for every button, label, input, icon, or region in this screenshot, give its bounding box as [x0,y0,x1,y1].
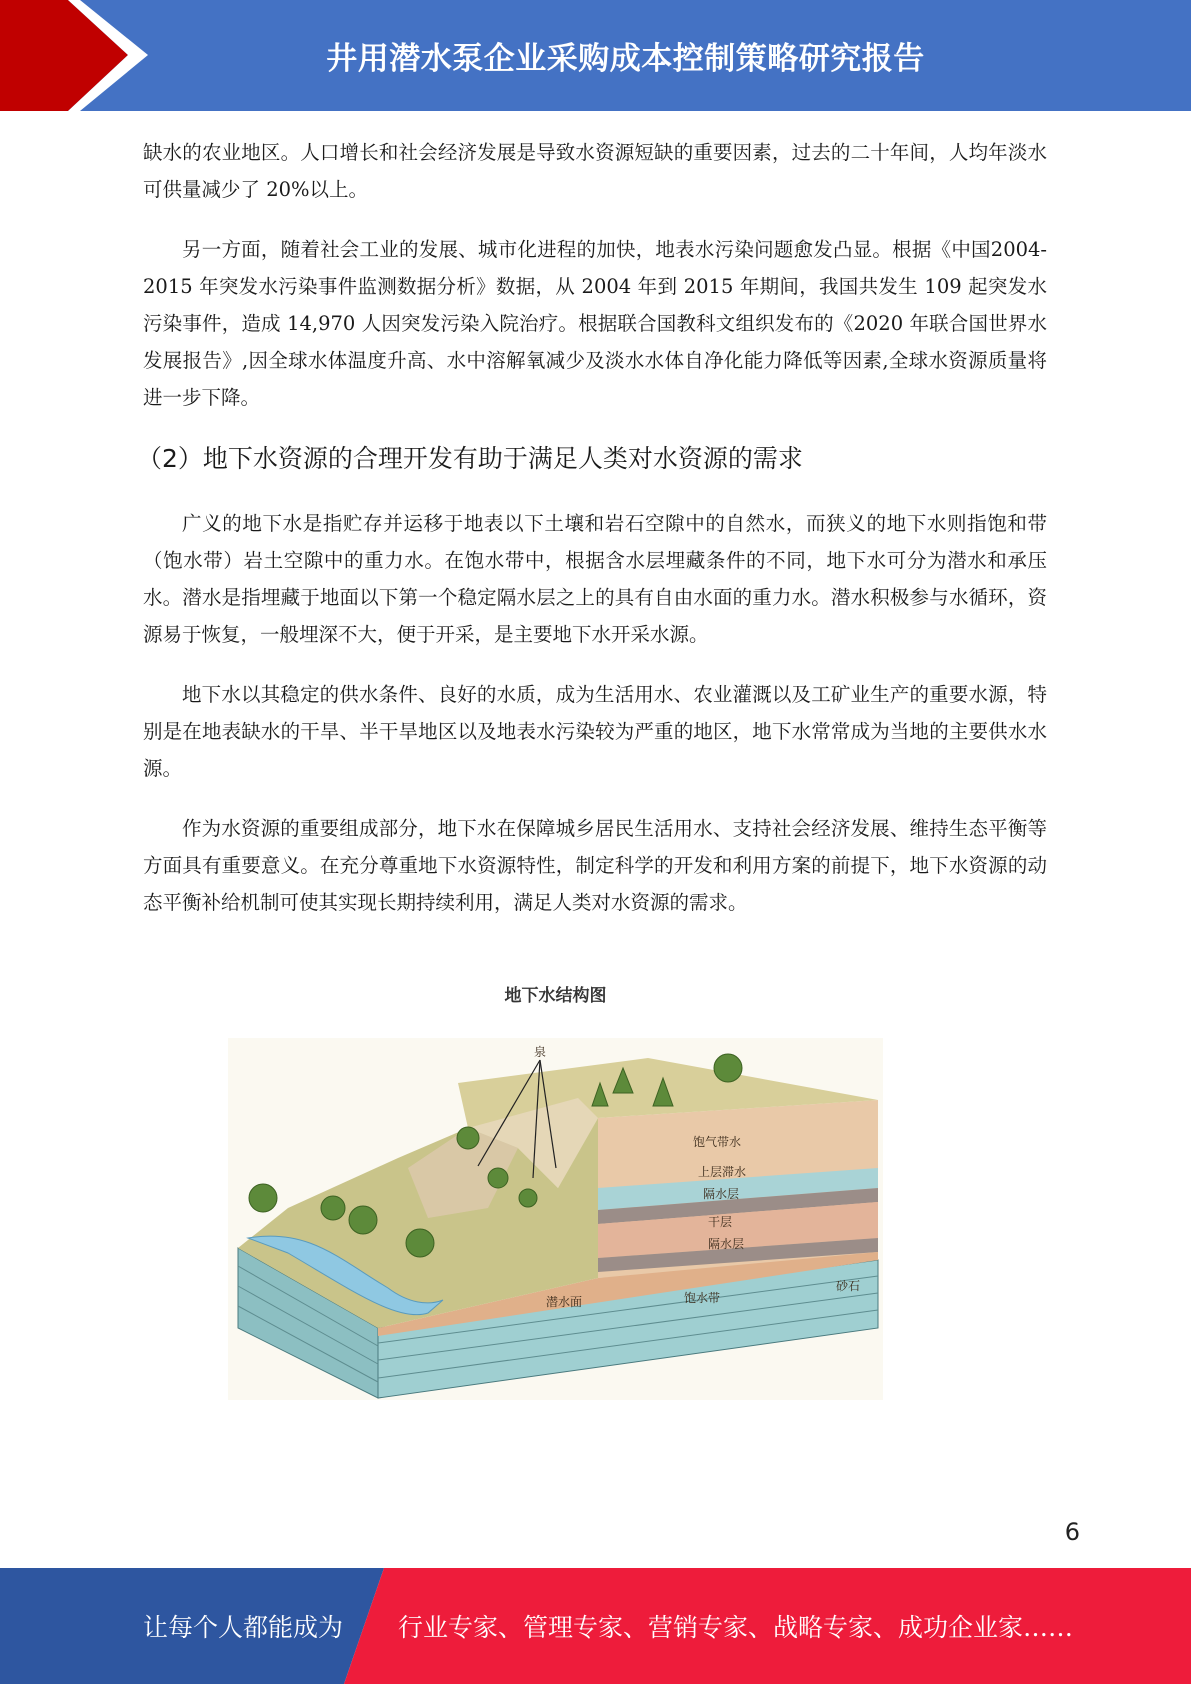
label-aeration-zone: 饱气带水 [693,1135,742,1149]
paragraph-3: 广义的地下水是指贮存并运移于地表以下土壤和岩石空隙中的自然水，而狭义的地下水则指饱和带（饱水带）岩土空隙中的重力水。在饱水带中，根据含水层埋藏条件的不同，地下水可分为潜水和承压水。潜水是指埋藏于地面以下第一个稳定隔水层之上的具有自由水面的重力水。潜水积极参与水循环，资源易于恢复，一般埋深不大，便于开采，是主要地下水开采水源。 [143,512,1047,646]
label-upper-water: 上层滞水 [698,1165,747,1179]
header-chevron-icon [0,0,160,111]
main-content [137,134,1047,944]
label-spring: 泉 [534,1045,547,1059]
label-water-table: 潜水面 [546,1295,583,1309]
label-aquitard-1: 隔水层 [703,1187,740,1201]
page-number: 6 [1064,1518,1080,1546]
header-banner [0,0,1191,111]
figure-title: 地下水结构图 [504,986,607,1006]
groundwater-diagram [228,1038,883,1400]
label-gravel: 砂石 [836,1279,861,1293]
footer-banner [0,1568,1191,1684]
label-dry-layer: 干层 [708,1215,733,1229]
footer-slogan-right: 行业专家、管理专家、营销专家、战略专家、成功企业家…… [398,1613,1074,1642]
label-aquitard-2: 隔水层 [708,1237,745,1251]
paragraph-2: 另一方面，随着社会工业的发展、城市化进程的加快，地表水污染问题愈发凸显。根据《中国2004-2015 年突发水污染事件监测数据分析》数据，从 2004 年到 2015 年期间，我国共发生 109 起突发水污染事件，造成 14,970 人因突发污染入院治疗。根据联合国教科文组织发布的《2020 年联合国世界水发展报告》,因全球水体温度升高、水中溶解氧减少及淡水水体自净化能力降低等因素,全球水资源质量将进一步下降。 [143,238,1047,409]
paragraph-5: 作为水资源的重要组成部分，地下水在保障城乡居民生活用水、支持社会经济发展、维持生态平衡等方面具有重要意义。在充分尊重地下水资源特性，制定科学的开发和利用方案的前提下，地下水资源的动态平衡补给机制可使其实现长期持续利用，满足人类对水资源的需求。 [143,817,1047,914]
paragraph-4: 地下水以其稳定的供水条件、良好的水质，成为生活用水、农业灌溉以及工矿业生产的重要水源，特别是在地表缺水的干旱、半干旱地区以及地表水污染较为严重的地区，地下水常常成为当地的主要供水水源。 [143,683,1047,780]
report-title: 井用潜水泵企业采购成本控制策略研究报告 [326,41,925,77]
footer-slogan-left: 让每个人都能成为 [143,1613,344,1642]
label-saturated-zone: 饱水带 [684,1291,721,1305]
paragraph-1: 缺水的农业地区。人口增长和社会经济发展是导致水资源短缺的重要因素，过去的二十年间，人均年淡水可供量减少了 20%以上。 [143,141,1047,201]
section-heading: （2）地下水资源的合理开发有助于满足人类对水资源的需求 [137,444,803,473]
